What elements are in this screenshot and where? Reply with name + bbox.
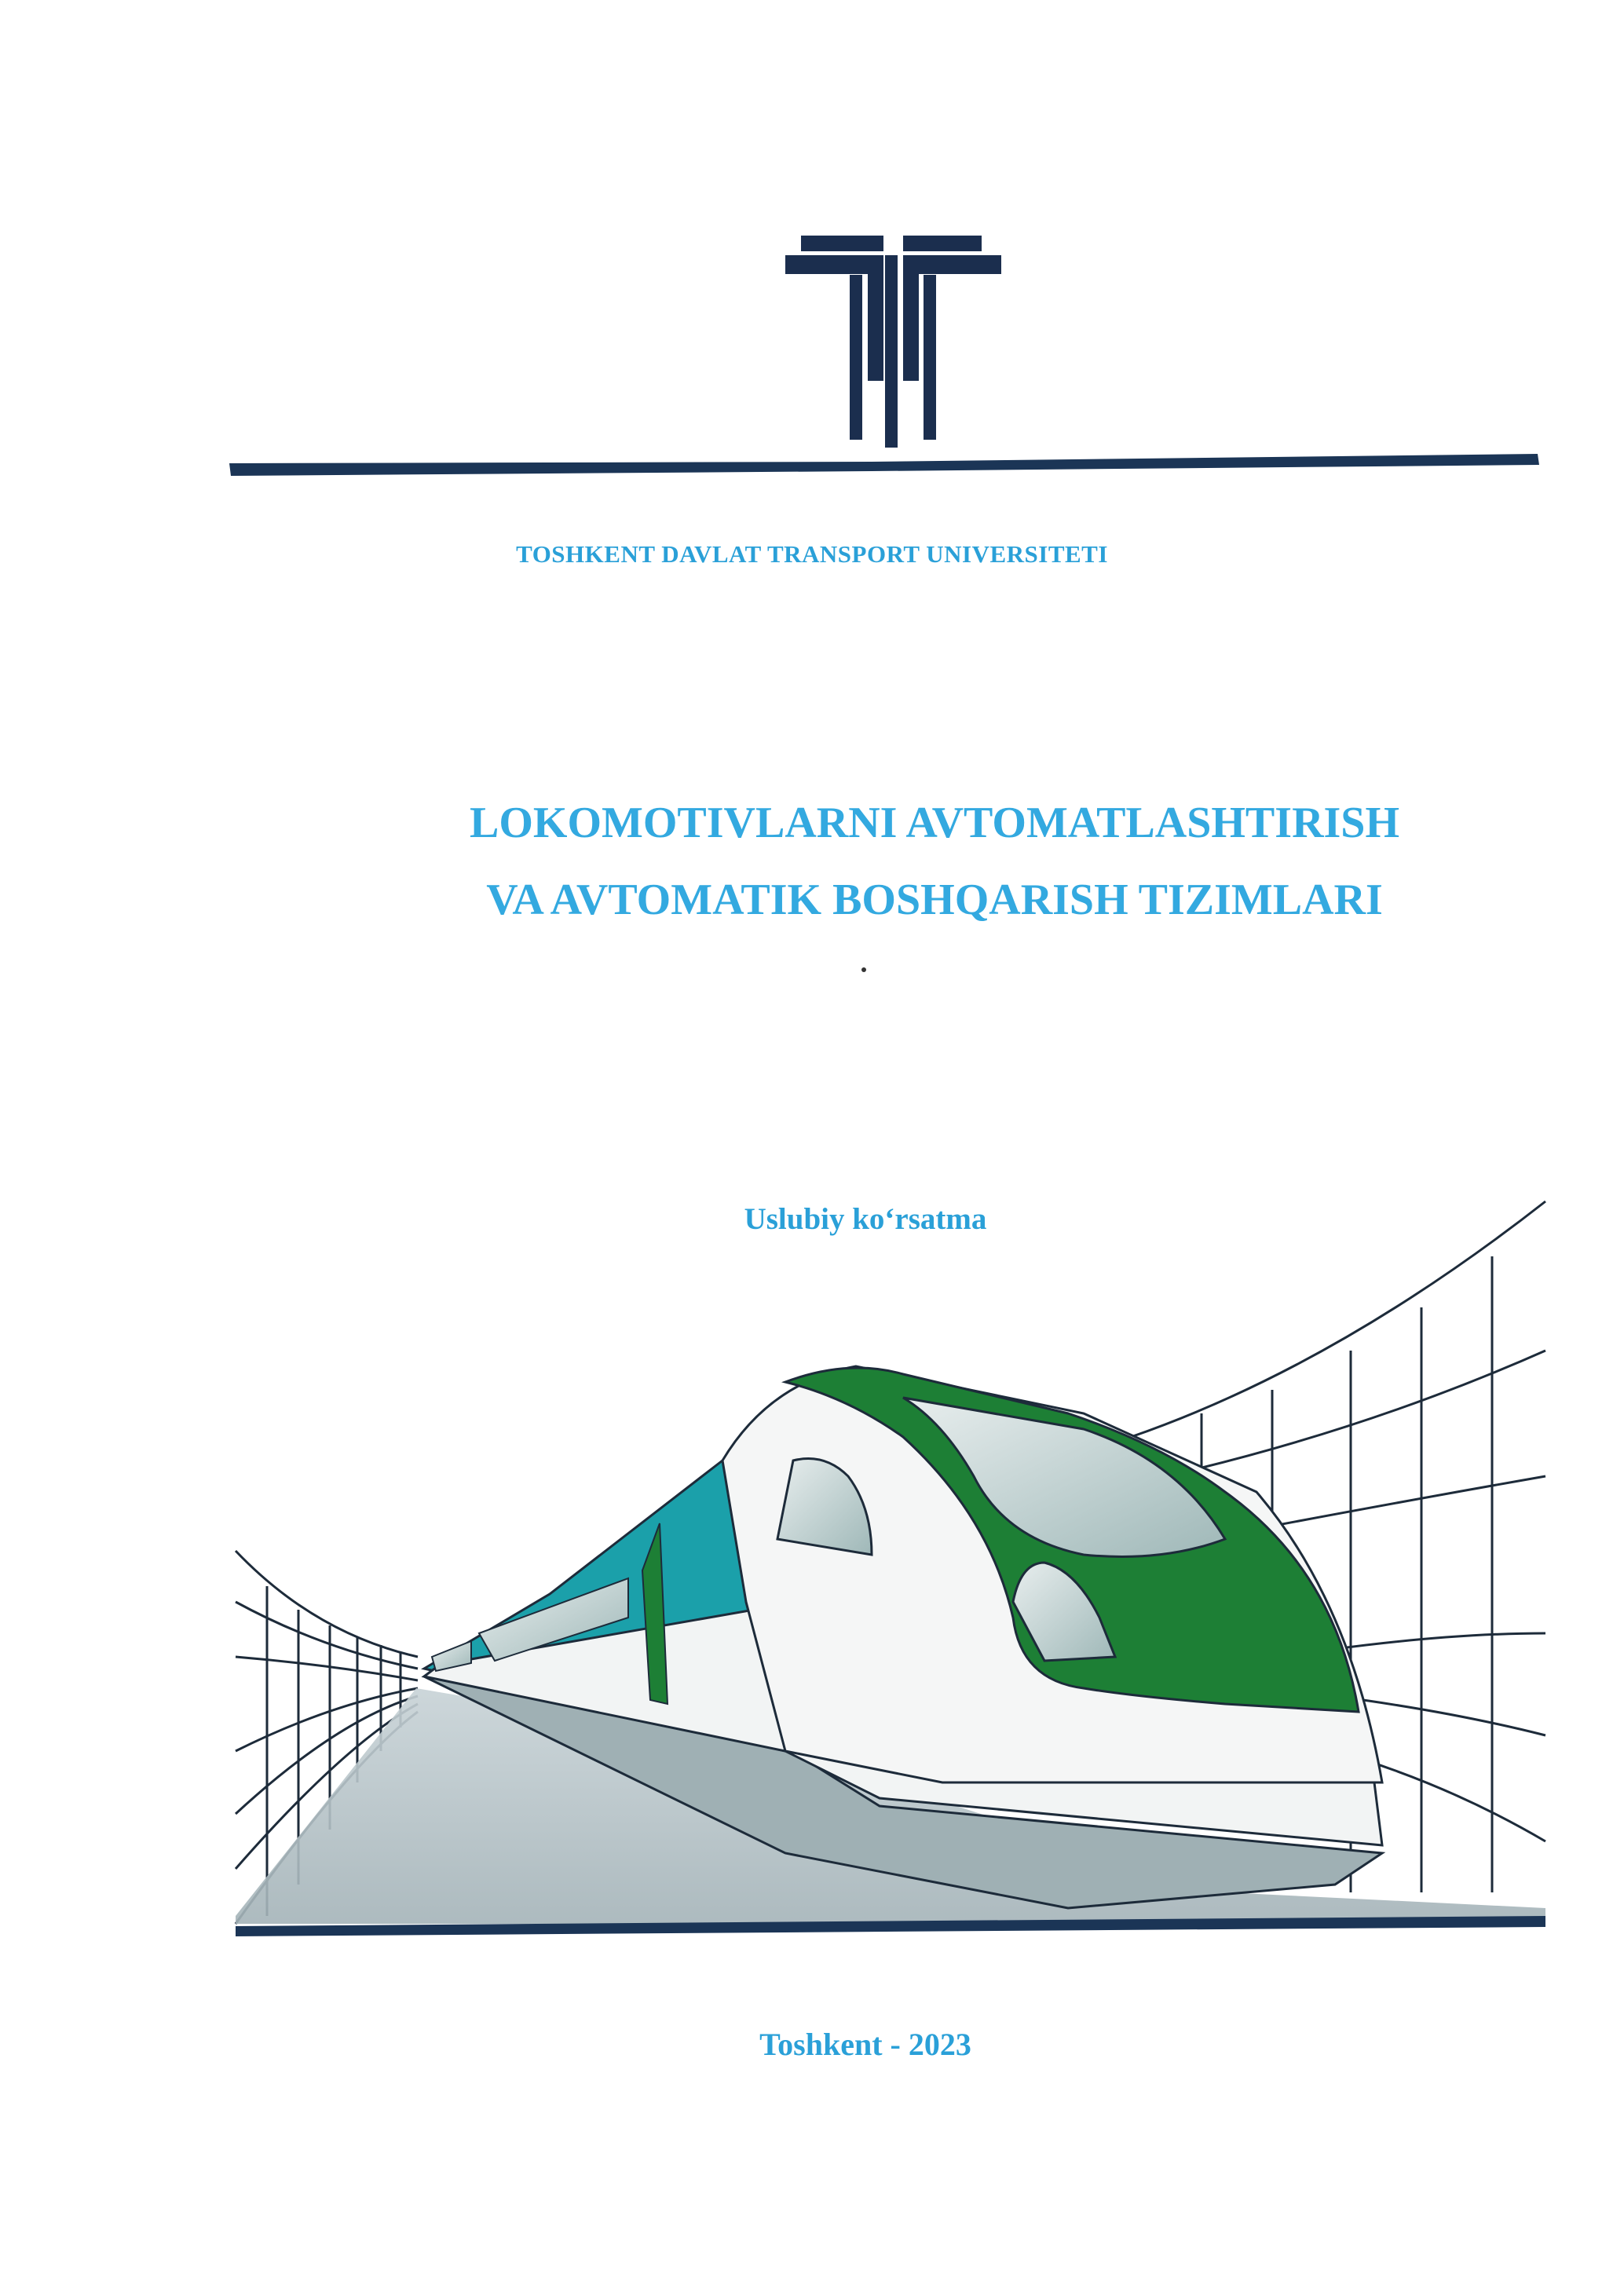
place-and-year: Toshkent - 2023 <box>759 2027 971 2062</box>
top-rule <box>0 440 1624 487</box>
title-line-2: VA AVTOMATIK BOSHQARISH TIZIMLARI <box>486 876 1383 924</box>
university-logo <box>785 220 1005 448</box>
university-name: TOSHKENT DAVLAT TRANSPORT UNIVERSITETI <box>516 540 1108 568</box>
stray-dot <box>861 967 866 972</box>
train-illustration <box>0 1178 1624 1955</box>
document-subtitle: Uslubiy ko‘rsatma <box>744 1202 987 1236</box>
title-line-1: LOKOMOTIVLARNI AVTOMATLASHTIRISH <box>469 799 1400 847</box>
